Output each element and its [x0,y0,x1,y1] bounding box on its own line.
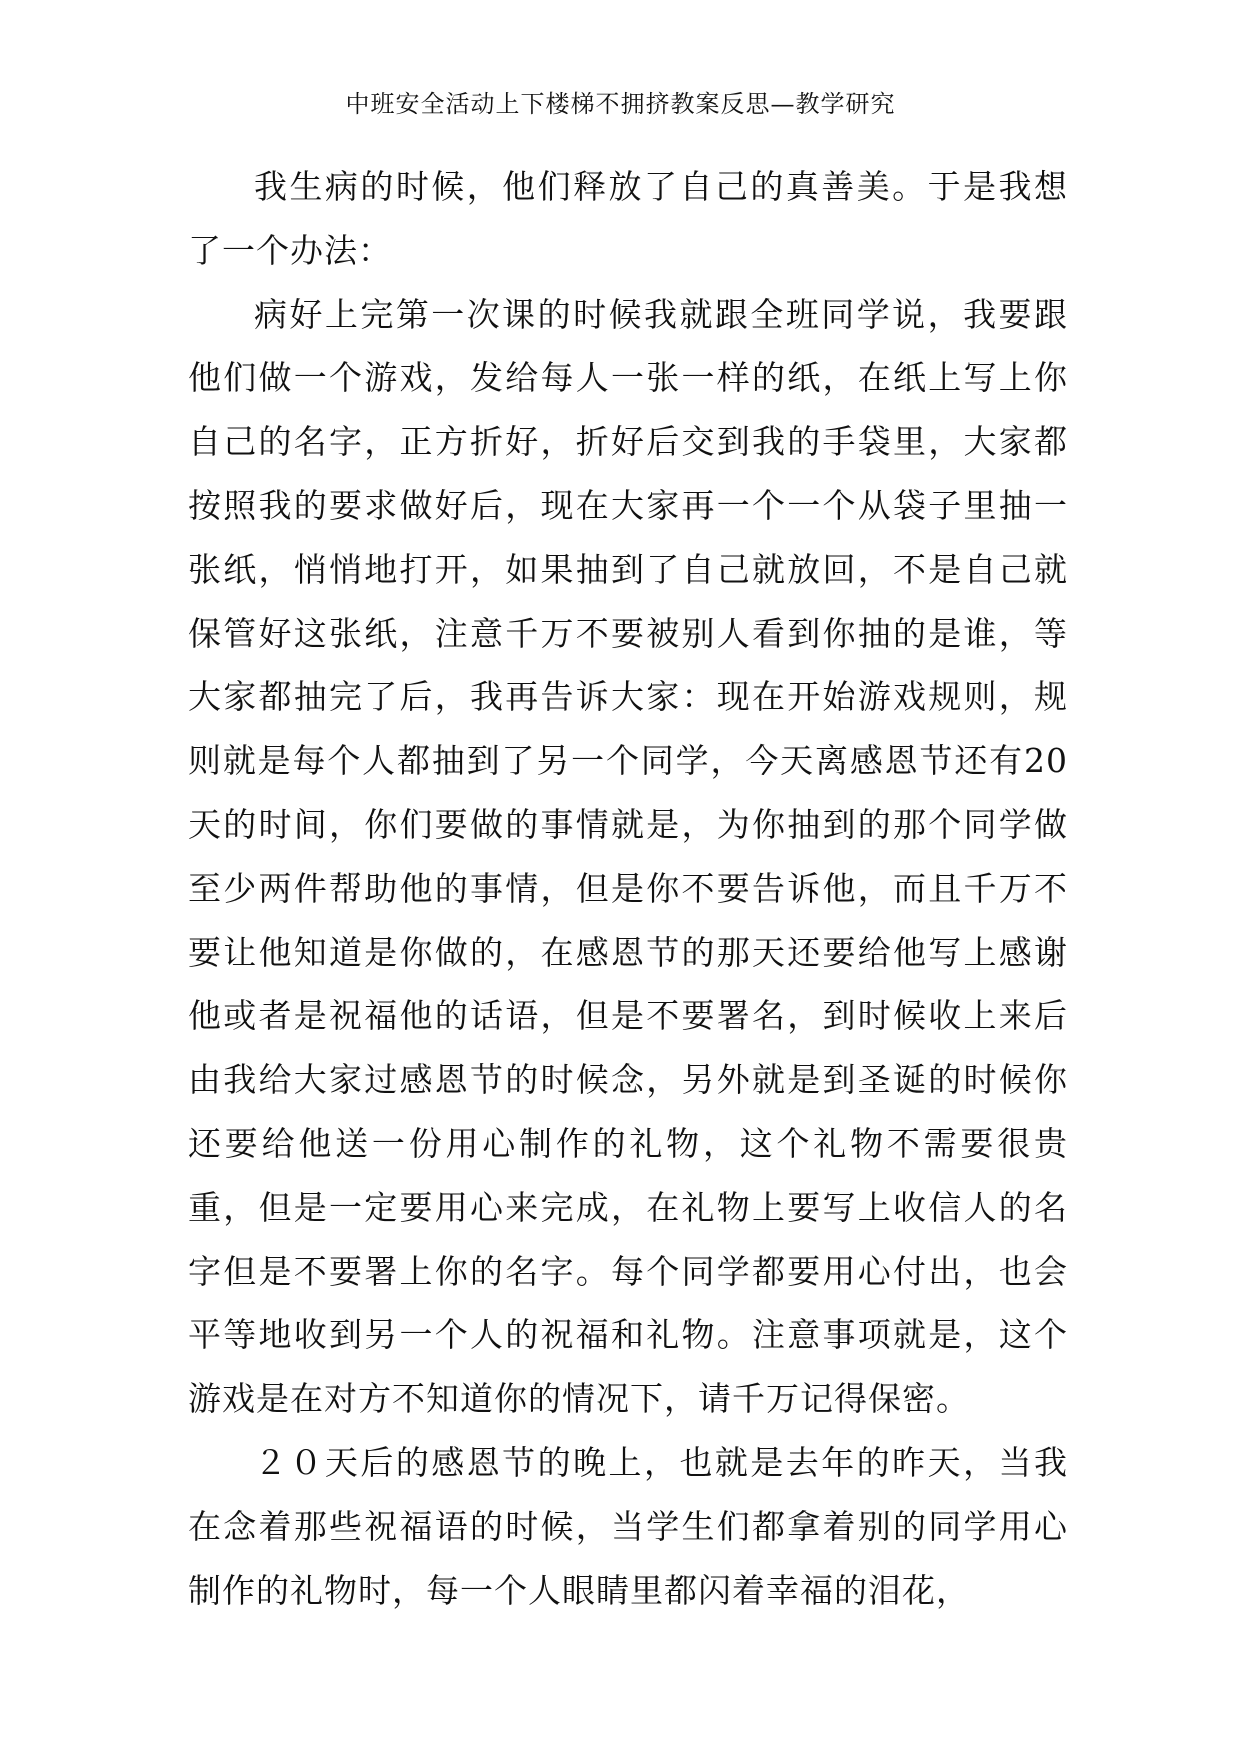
paragraph-3: ２０天后的感恩节的晚上，也就是去年的昨天，当我在念着那些祝福语的时候，当学生们都拿着别的同学用心制作的礼物时，每一个人眼睛里都闪着幸福的泪花， [188,1442,1068,1610]
paragraph-1: 我生病的时候，他们释放了自己的真善美。于是我想了一个办法： [188,167,1068,270]
document-body [188,155,1068,1622]
page-header-title: 中班安全活动上下楼梯不拥挤教案反思—教学研究 [345,90,896,118]
paragraph-2: 病好上完第一次课的时候我就跟全班同学说，我要跟他们做一个游戏，发给每人一张一样的纸，在纸上写上你自己的名字，正方折好，折好后交到我的手袋里，大家都按照我的要求做好后，现在大家再一个一个从袋子里抽一张纸，悄悄地打开，如果抽到了自己就放回，不是自己就保管好这张纸，注意千万不要被别人看到你抽的是谁，等大家都抽完了后，我再告诉大家：现在开始游戏规则，规则就是每个人都抽到了另一个同学，今天离感恩节还有20天的时间，你们要做的事情就是，为你抽到的那个同学做至少两件帮助他的事情，但是你不要告诉他，而且千万不要让他知道是你做的，在感恩节的那天还要给他写上感谢他或者是祝福他的话语，但是不要署名，到时候收上来后由我给大家过感恩节的时候念，另外就是到圣诞的时候你还要给他送一份用心制作的礼物，这个礼物不需要很贵重，但是一定要用心来完成，在礼物上要写上收信人的名字但是不要署上你的名字。每个同学都要用心付出，也会平等地收到另一个人的祝福和礼物。注意事项就是，这个游戏是在对方不知道你的情况下，请千万记得保密。 [188,294,1068,1419]
